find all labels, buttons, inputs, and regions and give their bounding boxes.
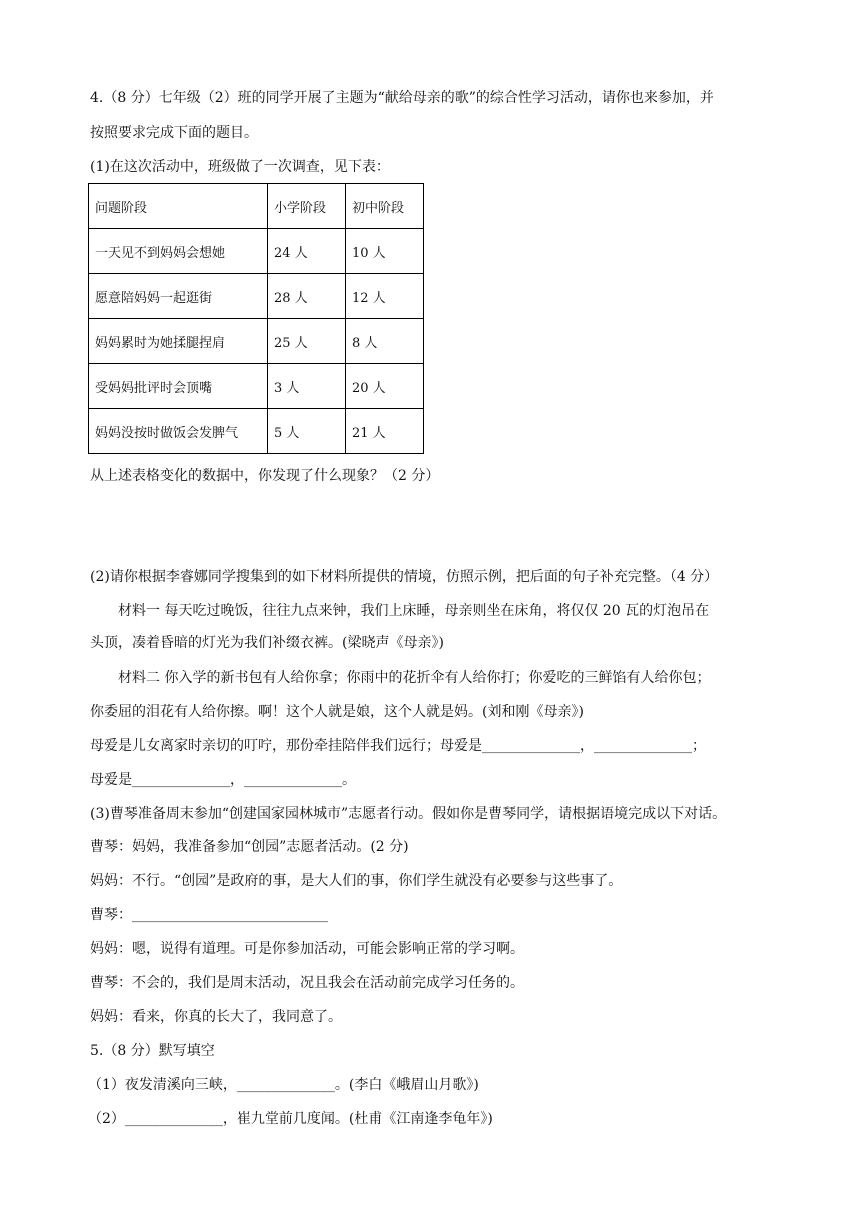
table-cell: 21 人	[346, 409, 424, 454]
material-2-line1: 材料二 你入学的新书包有人给你拿；你雨中的花折伞有人给你打；你爱吃的三鲜馅有人给你包；	[118, 670, 711, 686]
dialog-line: 妈妈：嗯，说得有道理。可是你参加活动，可能会影响正常的学习啊。	[90, 941, 524, 957]
dialog-line: 妈妈：看来，你真的长大了，我同意了。	[90, 1009, 342, 1025]
table-cell: 受妈妈批评时会顶嘴	[89, 364, 268, 409]
dialog-line: 曹琴：不会的，我们是周末活动，况且我会在活动前完成学习任务的。	[90, 975, 524, 991]
material-2-line2: 你委屈的泪花有人给你擦。啊！这个人就是娘，这个人就是妈。(刘和刚《母亲》)	[90, 704, 584, 720]
dialog-line: 妈妈：不行。“创园”是政府的事，是大人们的事，你们学生就没有必要参与这些事了。	[90, 873, 623, 889]
material-1-line2: 头顶，凑着昏暗的灯光为我们补缀衣裤。(梁晓声《母亲》)	[90, 635, 444, 651]
table-cell: 24 人	[268, 229, 346, 274]
table-row	[89, 364, 424, 409]
q4-heading-line1: 4.（8 分）七年级（2）班的同学开展了主题为“献给母亲的歌”的综合性学习活动，请你也来参加，并	[90, 90, 714, 106]
table-header-cell: 初中阶段	[346, 184, 424, 229]
table-row	[89, 409, 424, 454]
q4-part2-intro: (2)请你根据李睿娜同学搜集到的如下材料所提供的情境，仿照示例，把后面的句子补充完整。（4 分）	[90, 569, 719, 585]
dialog-line: 曹琴：妈妈，我准备参加“创园”志愿者活动。(2 分)	[90, 839, 409, 855]
table-cell: 25 人	[268, 319, 346, 364]
table-cell: 12 人	[346, 274, 424, 319]
table-row	[89, 229, 424, 274]
table-row	[89, 274, 424, 319]
fill-blank-line2: 母爱是______________，______________。	[90, 772, 356, 788]
q4-heading-line2: 按照要求完成下面的题目。	[90, 125, 258, 141]
table-header-cell: 小学阶段	[268, 184, 346, 229]
material-1-line1: 材料一 每天吃过晚饭，往往九点来钟，我们上床睡，母亲则坐在床角，将仅仅 20 瓦的灯泡吊在	[118, 603, 710, 619]
q4-part1-intro: (1)在这次活动中，班级做了一次调查，见下表：	[90, 159, 390, 175]
table-cell: 愿意陪妈妈一起逛街	[89, 274, 268, 319]
table-cell: 一天见不到妈妈会想她	[89, 229, 268, 274]
q5-item: （2）______________，崔九堂前几度闻。(杜甫《江南逢李龟年》)	[88, 1111, 493, 1127]
table-cell: 妈妈没按时做饭会发脾气	[89, 409, 268, 454]
q5-item: （1）夜发清溪向三峡，______________。(李白《峨眉山月歌》)	[88, 1077, 479, 1093]
dialog-line-blank: 曹琴：____________________________	[90, 907, 328, 923]
table-cell: 5 人	[268, 409, 346, 454]
table-row	[89, 319, 424, 364]
table-cell: 妈妈累时为她揉腿捏肩	[89, 319, 268, 364]
table-cell: 28 人	[268, 274, 346, 319]
q4-part1-question: 从上述表格变化的数据中，你发现了什么现象？（2 分）	[90, 468, 440, 484]
survey-table	[88, 183, 424, 454]
table-header-cell: 问题阶段	[89, 184, 268, 229]
fill-blank-line1: 母爱是儿女离家时亲切的叮咛，那份牵挂陪伴我们远行；母爱是______________，______________；	[90, 738, 706, 754]
table-cell: 20 人	[346, 364, 424, 409]
table-cell: 8 人	[346, 319, 424, 364]
q5-heading: 5.（8 分）默写填空	[90, 1043, 215, 1059]
table-cell: 10 人	[346, 229, 424, 274]
table-header-row	[89, 184, 424, 229]
table-cell: 3 人	[268, 364, 346, 409]
q4-part3-intro: (3)曹琴准备周末参加“创建国家园林城市”志愿者行动。假如你是曹琴同学，请根据语境完成以下对话。	[90, 806, 727, 822]
